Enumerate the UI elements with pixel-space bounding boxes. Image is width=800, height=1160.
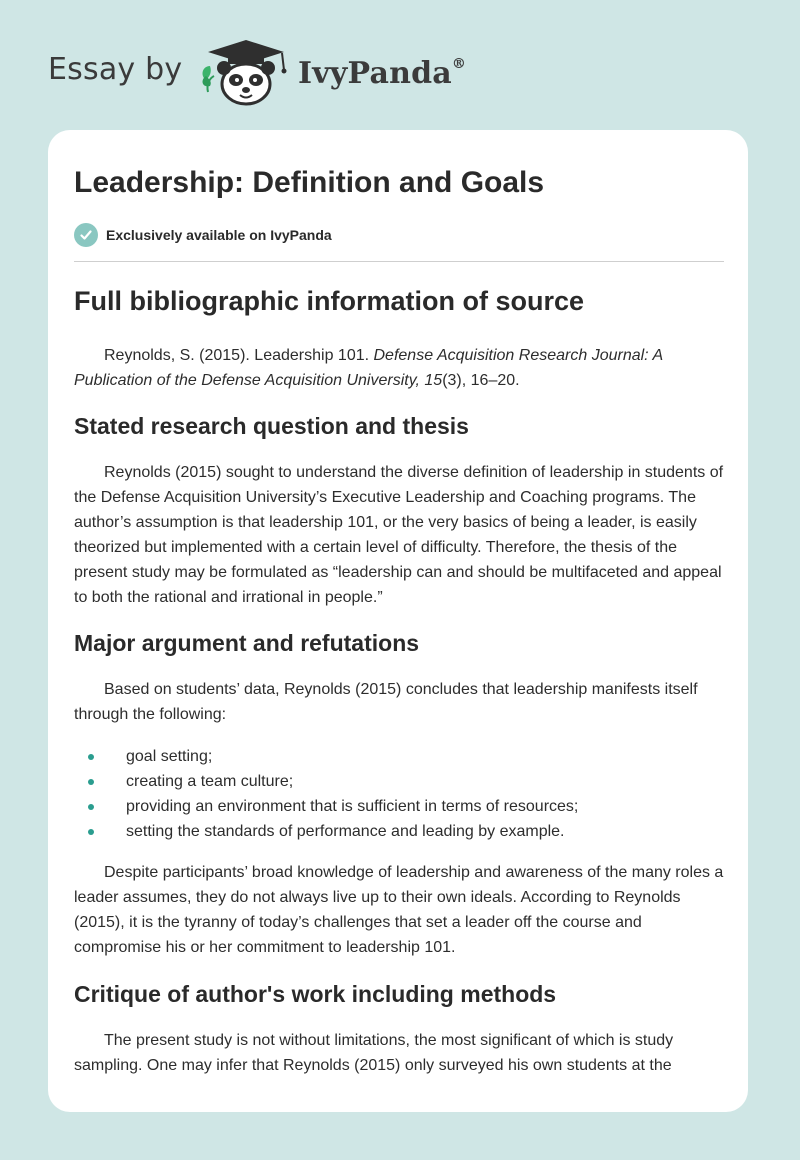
list-item [74, 744, 724, 769]
bullet-icon [88, 754, 94, 760]
brand-name-text: IvyPanda [298, 56, 452, 91]
divider [74, 261, 724, 262]
citation-plain-2: (3), 16–20. [442, 372, 520, 389]
page-title: Leadership: Definition and Goals [74, 166, 545, 199]
citation-plain-1: Reynolds, S. (2015). Leadership 101. [104, 347, 374, 364]
registered-mark: ® [451, 56, 467, 72]
site-header [48, 30, 508, 110]
critique-paragraph: The present study is not without limitations, the most significant of which is study sampling. One may infer that Reynolds (2015) only surveyed his own students at the [74, 1032, 674, 1074]
citation-italic: Defense Acquisition Research Journal: A Publication of the Defense Acquisition University, 15 [74, 347, 663, 389]
bullet-icon [88, 804, 94, 810]
major-argument-paragraph: Despite participants’ broad knowledge of leadership and awareness of the many roles a leader assumes, they do not always live up to their own ideals. According to Reynolds (2015), it is the tyranny of today’s challenges that set a leader off the course and compromise his or her commitment to leadership 101. [74, 864, 724, 956]
bullet-icon [88, 829, 94, 835]
list-item-text: goal setting; [126, 748, 213, 765]
list-item-text: creating a team culture; [126, 773, 294, 790]
panda-logo-icon[interactable] [198, 36, 294, 108]
research-question-heading: Stated research question and thesis [74, 413, 469, 439]
list-item-text: setting the standards of performance and leading by example. [126, 823, 565, 840]
list-item [74, 819, 724, 844]
critique-heading: Critique of author's work including methods [74, 981, 557, 1007]
bibliography-heading: Full bibliographic information of source [74, 286, 585, 316]
major-argument-intro: Based on students’ data, Reynolds (2015) concludes that leadership manifests itself through the following: [74, 681, 698, 723]
essay-card [48, 130, 748, 1112]
exclusive-badge [74, 222, 332, 248]
essay-by-label: Essay by [48, 52, 183, 87]
citation-paragraph [74, 343, 724, 393]
badge-text: Exclusively available on IvyPanda [106, 227, 332, 243]
list-item [74, 769, 724, 794]
check-circle-icon [74, 223, 98, 247]
leadership-list [74, 744, 724, 844]
major-argument-heading: Major argument and refutations [74, 630, 420, 656]
brand-name[interactable] [298, 56, 466, 91]
bullet-icon [88, 779, 94, 785]
research-question-paragraph: Reynolds (2015) sought to understand the diverse definition of leadership in students of the Defense Acquisition University’s Executive Leadership and Coaching programs. The author’s assumption is that leadership 101, or the very basics of being a leader, is easily theorized but implemented with a certain level of difficulty. Therefore, the thesis of the present study may be formulated as “leadership can and should be multifaceted and appeal to both the rational and irrational in people.” [74, 464, 724, 606]
list-item [74, 794, 724, 819]
list-item-text: providing an environment that is sufficient in terms of resources; [126, 798, 579, 815]
